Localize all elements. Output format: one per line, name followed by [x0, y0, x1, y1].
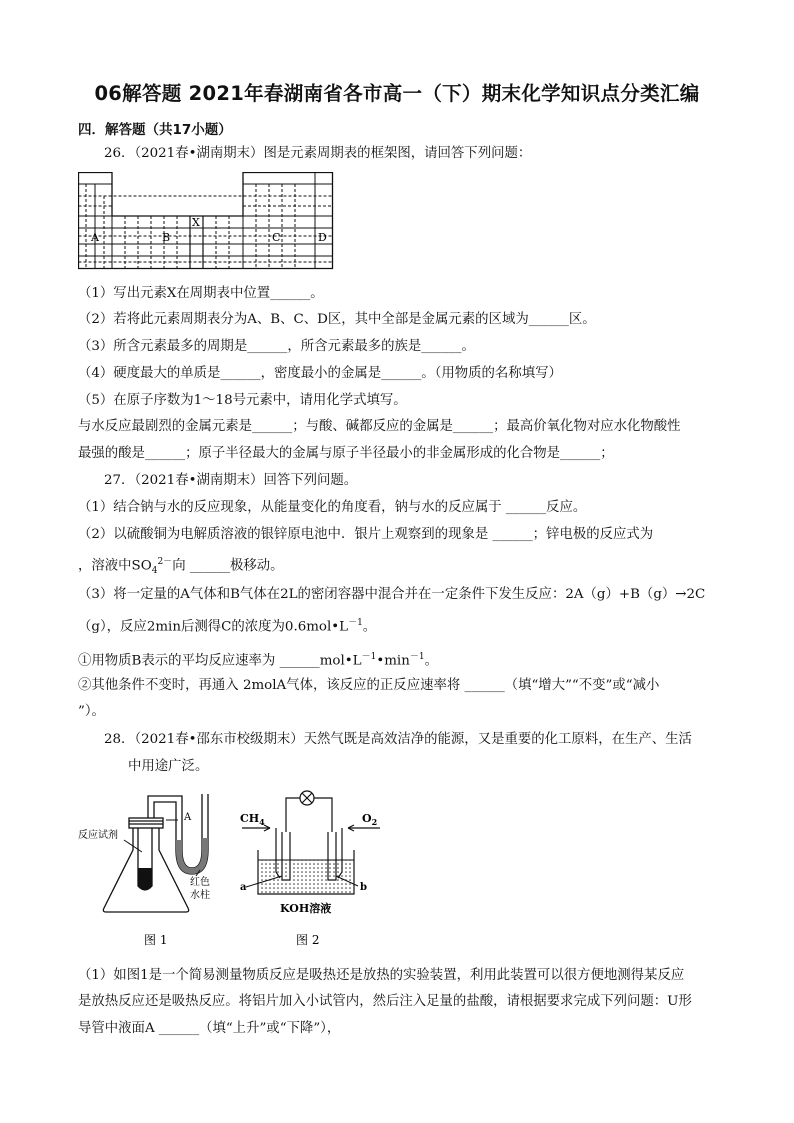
q27-part2-cont: ，溶液中$SO_4^{2-}$向 ______极移动。 — [78, 557, 284, 577]
figure-1-red-label: 红色 — [190, 877, 210, 888]
q26-part5-line2: 最强的酸是______；原子半径最大的金属与原子半径最小的非金属形成的化合物是______； — [78, 446, 614, 461]
table-label-b: B — [162, 231, 171, 244]
figure-1-label-a: A — [184, 812, 192, 823]
q28-part1-line1: （1）如图1是一个简易测量物质反应是吸热还是放热的实验装置，利用此装置可以很方便地测得某反应 — [78, 968, 685, 983]
q28-part1-line3: 导管中液面A ______（填“上升”或“下降”）， — [78, 1021, 341, 1036]
periodic-table-frame — [78, 172, 334, 270]
figure-1-apparatus — [78, 790, 228, 950]
table-label-c: C — [272, 231, 281, 244]
figure-2-ch4-label: $CH_4$ — [240, 812, 265, 827]
figure-1-reagent-label: 反应试剂 — [78, 830, 118, 841]
section-heading: 四．解答题（共17小题） — [78, 122, 232, 138]
figure-1-caption: 图 1 — [144, 933, 168, 947]
figure-2-fuel-cell — [236, 790, 396, 950]
figure-1-water-label: 水柱 — [190, 890, 210, 901]
figure-2-o2-label: $O_2$ — [362, 812, 378, 827]
figure-2-koh-label: KOH溶液 — [280, 902, 332, 915]
q26-part2: （2）若将此元素周期表分为A、B、C、D区，其中全部是金属元素的区域为______区。 — [78, 312, 596, 327]
q27-sub2-cont: ”）。 — [78, 704, 105, 719]
q26-stem: 26．（2021春•湖南期末）图是元素周期表的框架图，请回答下列问题： — [104, 146, 532, 161]
table-label-a: A — [91, 231, 99, 244]
figure-2-caption: 图 2 — [296, 933, 320, 947]
q27-sub1: ①用物质B表示的平均反应速率为 $\_\_\_\_\_\_mol•L^{-1}•\min^{-1}$。 — [78, 652, 438, 669]
q28-part1-line2: 是放热反应还是吸热反应。将铝片加入小试管内，然后注入足量的盐酸，请根据要求完成下列问题：U形 — [78, 994, 692, 1009]
q27-part2: （2）以硫酸铜为电解质溶液的银锌原电池中．银片上观察到的现象是 ______；锌电极的反应式为 — [78, 527, 654, 542]
table-label-x: X — [192, 216, 200, 229]
q27-stem: 27．（2021春•湖南期末）回答下列问题。 — [104, 473, 358, 488]
q28-stem-cont: 中用途广泛。 — [128, 759, 209, 774]
q27-part3: （3）将一定量的A气体和B气体在2L的密闭容器中混合并在一定条件下发生反应：2A（g）+B（g）→2C — [78, 587, 706, 602]
q27-sub2: ②其他条件不变时，再通入 2molA气体，该反应的正反应速率将 ______（填“增大”“不变”或“减小 — [78, 678, 660, 693]
q26-part5-line1: 与水反应最剧烈的金属元素是______；与酸、碱都反应的金属是______；最高价氧化物对应水化物酸性 — [78, 419, 681, 434]
q26-part1: （1）写出元素X在周期表中位置______。 — [78, 286, 324, 301]
table-label-d: D — [318, 231, 327, 244]
figure-2-label-a: a — [240, 882, 247, 893]
q26-part4: （4）硬度最大的单质是______，密度最小的金属是______。（用物质的名称填写） — [78, 366, 562, 381]
page-title: 06解答题 2021年春湖南省各市高一（下）期末化学知识点分类汇编 — [94, 82, 700, 105]
figure-2-label-b: b — [360, 882, 367, 893]
q26-part5: （5）在原子序数为1～18号元素中，请用化学式填写。 — [78, 393, 407, 408]
q27-part1: （1）结合钠与水的反应现象，从能量变化的角度看，钠与水的反应属于 ______反应。 — [78, 500, 587, 515]
q26-part3: （3）所含元素最多的周期是______，所含元素最多的族是______。 — [78, 339, 475, 354]
q27-part3-cont: （g），反应2min后测得C的浓度为$0.6mol•L^{-1}$。 — [78, 618, 377, 635]
q28-stem: 28．（2021春•邵东市校级期末）天然气既是高效洁净的能源，又是重要的化工原料，在生产、生活 — [104, 732, 692, 747]
